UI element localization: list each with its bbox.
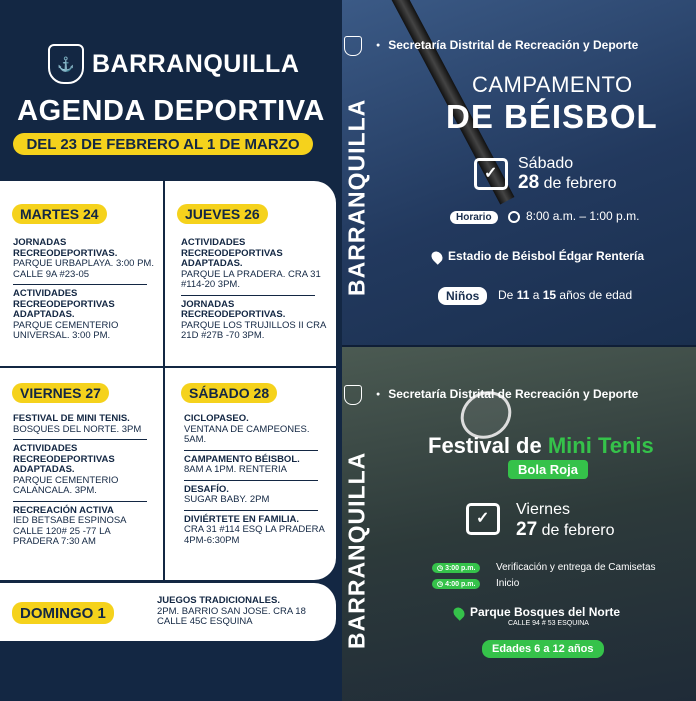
- location-text: Estadio de Béisbol Édgar Rentería: [448, 249, 645, 263]
- item-title: DIVIÉRTETE EN FAMILIA.: [184, 513, 300, 525]
- date-range: DEL 23 DE FEBRERO AL 1 DE MARZO: [13, 133, 313, 155]
- martes-items: [13, 238, 158, 346]
- item-body: PARQUE LOS TRUJILLOS II CRA 21D #27B -70 3PM.: [181, 319, 326, 341]
- title-line2: DE BÉISBOL: [446, 98, 658, 135]
- brand-row: [48, 44, 299, 84]
- vertical-brand: BARRANQUILLA: [343, 451, 370, 649]
- ninos-tag: Niños: [438, 287, 487, 305]
- fest-green: Mini Tenis: [547, 433, 654, 458]
- vertical-brand: BARRANQUILLA: [343, 98, 370, 296]
- festival-title: [428, 433, 654, 459]
- location: [454, 605, 620, 619]
- item-body: PARQUE CEMENTERIO CALANCALA. 3PM.: [13, 474, 119, 496]
- time-tag-1: ◷ 3:00 p.m.: [432, 563, 480, 573]
- time-label-1: Verificación y entrega de Camisetas: [496, 562, 656, 573]
- time-label-2: Inicio: [496, 578, 520, 589]
- jueves-items: [181, 238, 331, 346]
- item-body: SUGAR BABY. 2PM: [184, 494, 270, 505]
- item-title: DESAFÍO.: [184, 483, 229, 495]
- day-martes: MARTES 24: [12, 204, 107, 224]
- item-body: PARQUE CEMENTERIO UNIVERSAL. 3:00 PM.: [13, 319, 119, 341]
- domingo-items: [157, 596, 327, 628]
- calendar-icon: [466, 503, 500, 535]
- item-body: PARQUE LA PRADERA. CRA 31 #114-20 3PM.: [181, 268, 321, 290]
- item-body: IED BETSABE ESPINOSA CALLE 120# 25 -77 LA PRADERA 7:30 AM: [13, 515, 126, 547]
- location-text: Parque Bosques del Norte: [470, 605, 621, 619]
- title-line1: CAMPAMENTO: [472, 72, 633, 97]
- item-body: VENTANA DE CAMPEONES. 5AM.: [184, 423, 310, 445]
- tenis-panel: [342, 347, 696, 701]
- item-title: JORNADAS RECREODEPORTIVAS.: [13, 237, 118, 259]
- crest-icon: [344, 385, 362, 405]
- clock-icon: [508, 211, 520, 223]
- secretaria-label: ● Secretaría Distrital de Recreación y Deporte: [376, 38, 638, 52]
- item-title: JORNADAS RECREODEPORTIVAS.: [181, 298, 286, 320]
- item-body: BOSQUES DEL NORTE. 3PM: [13, 423, 142, 435]
- secretaria-label: ● Secretaría Distrital de Recreación y Deporte: [376, 387, 638, 401]
- day-viernes: VIERNES 27: [12, 383, 109, 403]
- day-domingo: DOMINGO 1: [12, 602, 114, 624]
- calendar-icon: [474, 158, 508, 190]
- event-date: [518, 172, 617, 194]
- day-jueves: JUEVES 26: [177, 204, 268, 224]
- address: CALLE 94 # 53 ESQUINA: [508, 620, 589, 627]
- location-pin-icon: [429, 249, 445, 265]
- item-title: ACTIVIDADES RECREODEPORTIVAS ADAPTADAS.: [181, 237, 283, 269]
- item-title: ACTIVIDADES RECREODEPORTIVAS ADAPTADAS.: [13, 288, 115, 320]
- event-day: Sábado: [518, 155, 574, 172]
- event-date: [516, 519, 615, 541]
- item-title: RECREACIÓN ACTIVA: [13, 504, 114, 516]
- item-title: FESTIVAL DE MINI TENIS.: [13, 413, 130, 424]
- item-title: CAMPAMENTO BÉISBOL.: [184, 453, 300, 465]
- beisbol-panel: [342, 0, 696, 345]
- crest-icon: [344, 36, 362, 56]
- horario-value: [508, 209, 639, 223]
- item-body: 8AM A 1PM. RENTERIA: [184, 464, 287, 475]
- crest-icon: ⚓: [48, 44, 84, 84]
- divider: [0, 366, 336, 368]
- date-month: de febrero: [539, 175, 617, 192]
- date-number: 27: [516, 519, 538, 540]
- item-body: CRA 31 #114 ESQ LA PRADERA 4PM-6:30PM: [184, 524, 325, 546]
- agenda-title: AGENDA DEPORTIVA: [17, 95, 325, 127]
- age-range: De 11 a 15 años de edad: [498, 288, 633, 302]
- bola-roja-tag: Bola Roja: [508, 460, 588, 479]
- day-sabado: SÁBADO 28: [181, 383, 277, 403]
- divider: [163, 368, 165, 580]
- date-month: de febrero: [537, 522, 615, 539]
- horario-text: 8:00 a.m. – 1:00 p.m.: [526, 209, 640, 223]
- fest-white: Festival de: [428, 433, 548, 458]
- item-body: PARQUE URBAPLAYA. 3:00 PM. CALLE 9A #23-05: [13, 258, 154, 280]
- agenda-panel: [0, 0, 342, 701]
- location-pin-icon: [451, 605, 467, 621]
- item-title: ACTIVIDADES RECREODEPORTIVAS ADAPTADAS.: [13, 443, 115, 475]
- age-range-tag: Edades 6 a 12 años: [482, 640, 604, 658]
- sabado-items: [184, 414, 332, 550]
- location: [432, 249, 644, 263]
- viernes-items: [13, 414, 158, 552]
- item-body: 2PM. BARRIO SAN JOSE. CRA 18 CALLE 45C ESQUINA: [157, 605, 306, 627]
- time-tag-2: ◷ 4:00 p.m.: [432, 579, 480, 589]
- brand-name: BARRANQUILLA: [92, 49, 300, 78]
- event-day: Viernes: [516, 501, 570, 518]
- date-number: 28: [518, 172, 540, 193]
- item-title: JUEGOS TRADICIONALES.: [157, 595, 280, 606]
- item-title: CICLOPASEO.: [184, 413, 249, 424]
- horario-tag: Horario: [450, 211, 498, 224]
- divider: [163, 181, 165, 367]
